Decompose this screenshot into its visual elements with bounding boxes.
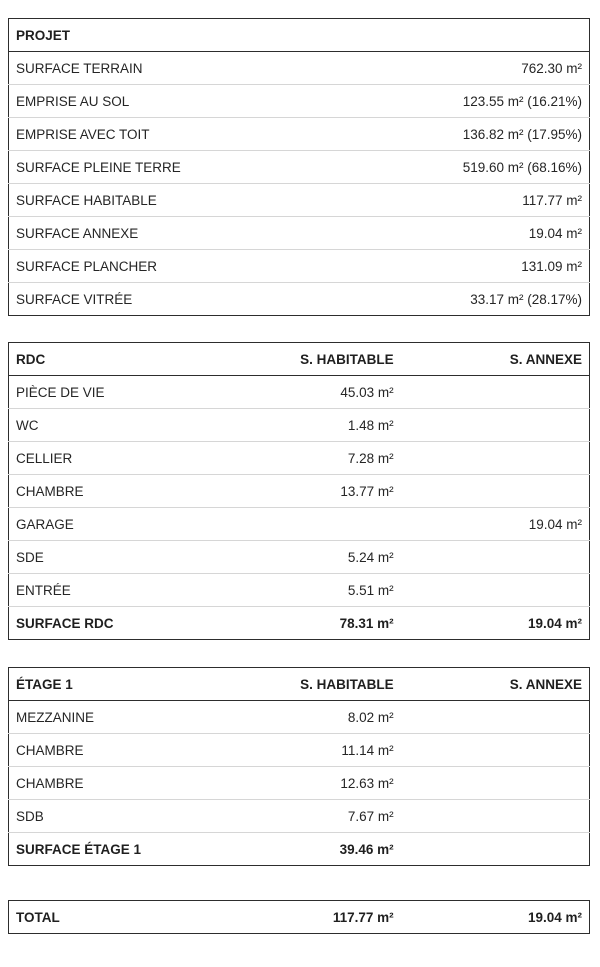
- rdc-table: [8, 342, 590, 640]
- row-label: MEZZANINE: [9, 701, 241, 734]
- cell-habitable: 11.14 m²: [241, 734, 401, 767]
- grand-total-row: [9, 901, 590, 934]
- row-label: CELLIER: [9, 442, 241, 475]
- etage1-header-row: [9, 668, 590, 701]
- cell-annexe: [401, 574, 590, 607]
- row-label: SURFACE TERRAIN: [9, 52, 270, 85]
- cell-annexe: [401, 442, 590, 475]
- table-row: [9, 217, 590, 250]
- projet-table: [8, 18, 590, 316]
- column-header-annexe: S. ANNEXE: [401, 343, 590, 376]
- row-label: PIÈCE DE VIE: [9, 376, 241, 409]
- table-row: [9, 442, 590, 475]
- cell-annexe: [401, 376, 590, 409]
- row-value: 19.04 m²: [270, 217, 590, 250]
- row-label: CHAMBRE: [9, 734, 241, 767]
- row-value: 123.55 m² (16.21%): [270, 85, 590, 118]
- row-label: SURFACE PLEINE TERRE: [9, 151, 270, 184]
- rdc-table-title: RDC: [9, 343, 241, 376]
- total-label: SURFACE ÉTAGE 1: [9, 833, 241, 866]
- row-label: CHAMBRE: [9, 475, 241, 508]
- total-label: SURFACE RDC: [9, 607, 241, 640]
- table-row: [9, 118, 590, 151]
- table-row: [9, 767, 590, 800]
- table-row: [9, 475, 590, 508]
- row-value: 762.30 m²: [270, 52, 590, 85]
- cell-habitable: 1.48 m²: [241, 409, 401, 442]
- cell-annexe: [401, 475, 590, 508]
- cell-habitable: 5.51 m²: [241, 574, 401, 607]
- row-label: SURFACE VITRÉE: [16, 291, 133, 307]
- cell-habitable: 8.02 m²: [241, 701, 401, 734]
- total-habitable: 39.46 m²: [241, 833, 401, 866]
- table-row: [9, 376, 590, 409]
- projet-table-title: PROJET: [9, 19, 590, 52]
- cell-habitable: 7.67 m²: [241, 800, 401, 833]
- table-row: [9, 541, 590, 574]
- table-row: [9, 250, 590, 283]
- column-header-annexe: S. ANNEXE: [401, 668, 590, 701]
- cell-habitable: 45.03 m²: [241, 376, 401, 409]
- table-row: [9, 85, 590, 118]
- row-label: SURFACE HABITABLE: [9, 184, 270, 217]
- cell-habitable: [241, 508, 401, 541]
- cell-annexe: [401, 767, 590, 800]
- cell-habitable: 5.24 m²: [241, 541, 401, 574]
- row-label: ENTRÉE: [9, 574, 241, 607]
- row-value: 519.60 m² (68.16%): [270, 151, 590, 184]
- row-value: 136.82 m² (17.95%): [270, 118, 590, 151]
- table-row: [9, 409, 590, 442]
- total-label: TOTAL: [16, 909, 60, 925]
- table-row: [9, 283, 590, 316]
- row-label: SURFACE ANNEXE: [9, 217, 270, 250]
- row-label: SURFACE PLANCHER: [9, 250, 270, 283]
- cell-habitable: 13.77 m²: [241, 475, 401, 508]
- row-label: CHAMBRE: [9, 767, 241, 800]
- cell-annexe: [401, 541, 590, 574]
- rdc-header-row: [9, 343, 590, 376]
- row-label: EMPRISE AVEC TOIT: [9, 118, 270, 151]
- total-table: [8, 900, 590, 934]
- table-row: [9, 151, 590, 184]
- total-habitable: 78.31 m²: [241, 607, 401, 640]
- row-value: 131.09 m²: [270, 250, 590, 283]
- column-header-habitable: S. HABITABLE: [241, 343, 401, 376]
- table-row: [9, 184, 590, 217]
- total-annexe: [401, 833, 590, 866]
- etage1-table: [8, 667, 590, 866]
- projet-header-row: [9, 19, 590, 52]
- total-annexe: 19.04 m²: [527, 909, 582, 925]
- row-value: 33.17 m² (28.17%): [470, 291, 582, 307]
- table-row: [9, 800, 590, 833]
- rdc-total-row: [9, 607, 590, 640]
- cell-habitable: 7.28 m²: [241, 442, 401, 475]
- cell-annexe: [401, 734, 590, 767]
- row-label: EMPRISE AU SOL: [9, 85, 270, 118]
- row-label: GARAGE: [9, 508, 241, 541]
- cell-annexe: [401, 701, 590, 734]
- cell-habitable: 12.63 m²: [241, 767, 401, 800]
- table-row: [9, 734, 590, 767]
- column-header-habitable: S. HABITABLE: [241, 668, 401, 701]
- etage1-total-row: [9, 833, 590, 866]
- cell-annexe: [401, 409, 590, 442]
- table-row: [9, 701, 590, 734]
- table-row: [9, 52, 590, 85]
- table-row: [9, 574, 590, 607]
- row-value: 117.77 m²: [270, 184, 590, 217]
- table-row: [9, 508, 590, 541]
- row-label: SDB: [9, 800, 241, 833]
- row-label: WC: [9, 409, 241, 442]
- total-annexe: 19.04 m²: [401, 607, 590, 640]
- total-habitable: 117.77 m²: [332, 909, 394, 925]
- cell-annexe: [401, 800, 590, 833]
- etage1-table-title: ÉTAGE 1: [9, 668, 241, 701]
- row-label: SDE: [9, 541, 241, 574]
- cell-annexe: 19.04 m²: [401, 508, 590, 541]
